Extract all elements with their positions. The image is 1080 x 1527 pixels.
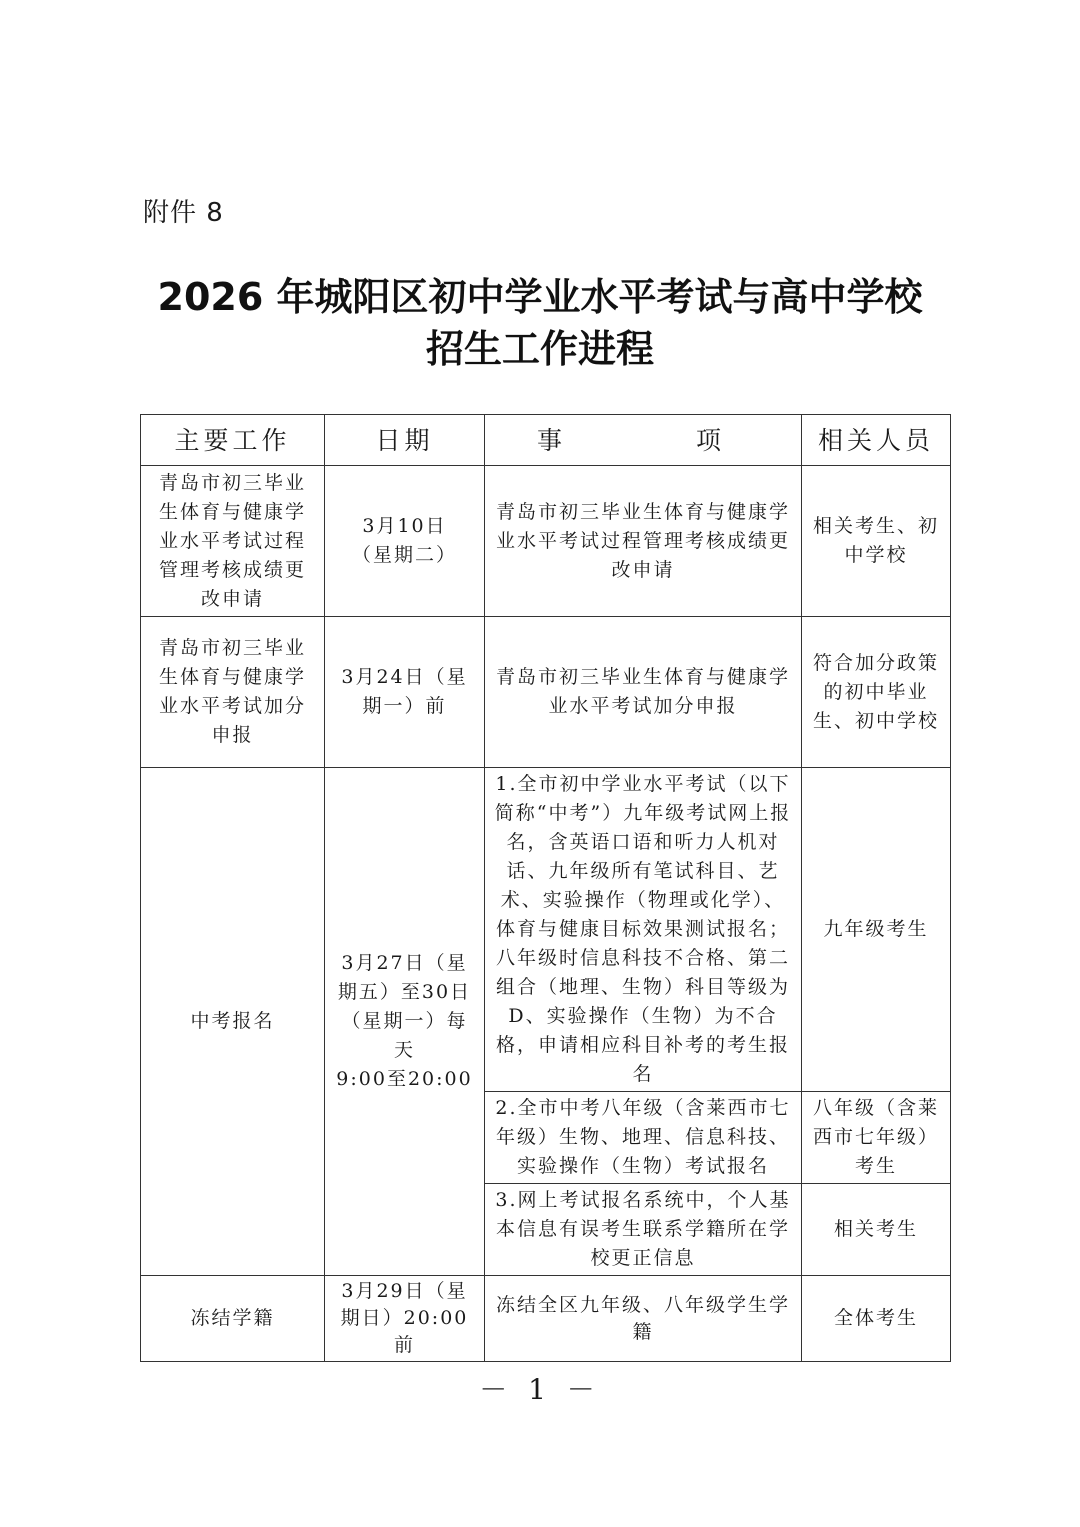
date-weekday: （星期二） bbox=[351, 544, 457, 566]
cell-date: 3月24日（星期一）前 bbox=[325, 617, 485, 768]
cell-work: 青岛市初三毕业生体育与健康学业水平考试过程管理考核成绩更改申请 bbox=[141, 466, 325, 617]
header-people: 相关人员 bbox=[802, 415, 951, 466]
date-text: 3月10日 bbox=[362, 515, 447, 537]
cell-people: 九年级考生 bbox=[802, 768, 951, 1092]
cell-work: 青岛市初三毕业生体育与健康学业水平考试加分申报 bbox=[141, 617, 325, 768]
table-header-row bbox=[141, 415, 951, 466]
cell-date bbox=[325, 768, 485, 1276]
header-item: 事 项 bbox=[485, 415, 802, 466]
cell-item: 青岛市初三毕业生体育与健康学业水平考试加分申报 bbox=[485, 617, 802, 768]
cell-people: 符合加分政策的初中毕业生、初中学校 bbox=[802, 617, 951, 768]
cell-item: 3.网上考试报名系统中，个人基本信息有误考生联系学籍所在学校更正信息 bbox=[485, 1184, 802, 1276]
document-title-line1: 2026 年城阳区初中学业水平考试与高中学校 bbox=[157, 275, 923, 319]
page-number: － 1 － bbox=[479, 1373, 601, 1406]
cell-item: 青岛市初三毕业生体育与健康学业水平考试过程管理考核成绩更改申请 bbox=[485, 466, 802, 617]
header-date: 日期 bbox=[325, 415, 485, 466]
table-row bbox=[141, 1276, 951, 1362]
document-title-line2: 招生工作进程 bbox=[425, 327, 654, 371]
cell-date bbox=[325, 466, 485, 617]
header-main-work: 主要工作 bbox=[141, 415, 325, 466]
table-row bbox=[141, 617, 951, 768]
cell-item: 2.全市中考八年级（含莱西市七年级）生物、地理、信息科技、实验操作（生物）考试报名 bbox=[485, 1092, 802, 1184]
cell-people: 全体考生 bbox=[802, 1276, 951, 1362]
table-row bbox=[141, 466, 951, 617]
cell-item: 1.全市初中学业水平考试（以下简称“中考”）九年级考试网上报名，含英语口语和听力人机对话、九年级所有笔试科目、艺术、实验操作（物理或化学）、体育与健康目标效果测试报名；八年级时信息科技不合格、第二组合（地理、生物）科目等级为D、实验操作（生物）为不合格，申请相应科目补考的考生报名 bbox=[485, 768, 802, 1092]
attachment-label: 附件 8 bbox=[143, 198, 224, 228]
cell-people: 相关考生、初中学校 bbox=[802, 466, 951, 617]
cell-people: 八年级（含莱西市七年级）考生 bbox=[802, 1092, 951, 1184]
cell-people: 相关考生 bbox=[802, 1184, 951, 1276]
cell-item: 冻结全区九年级、八年级学生学籍 bbox=[485, 1276, 802, 1362]
date-text: 3月27日（星期五）至30日（星期一）每天 bbox=[337, 952, 472, 1061]
table-row bbox=[141, 768, 951, 1092]
schedule-table bbox=[140, 414, 951, 1362]
cell-date: 3月29日（星期日）20:00前 bbox=[325, 1276, 485, 1362]
date-time: 9:00至20:00 bbox=[336, 1068, 473, 1090]
cell-work: 中考报名 bbox=[141, 768, 325, 1276]
cell-work: 冻结学籍 bbox=[141, 1276, 325, 1362]
